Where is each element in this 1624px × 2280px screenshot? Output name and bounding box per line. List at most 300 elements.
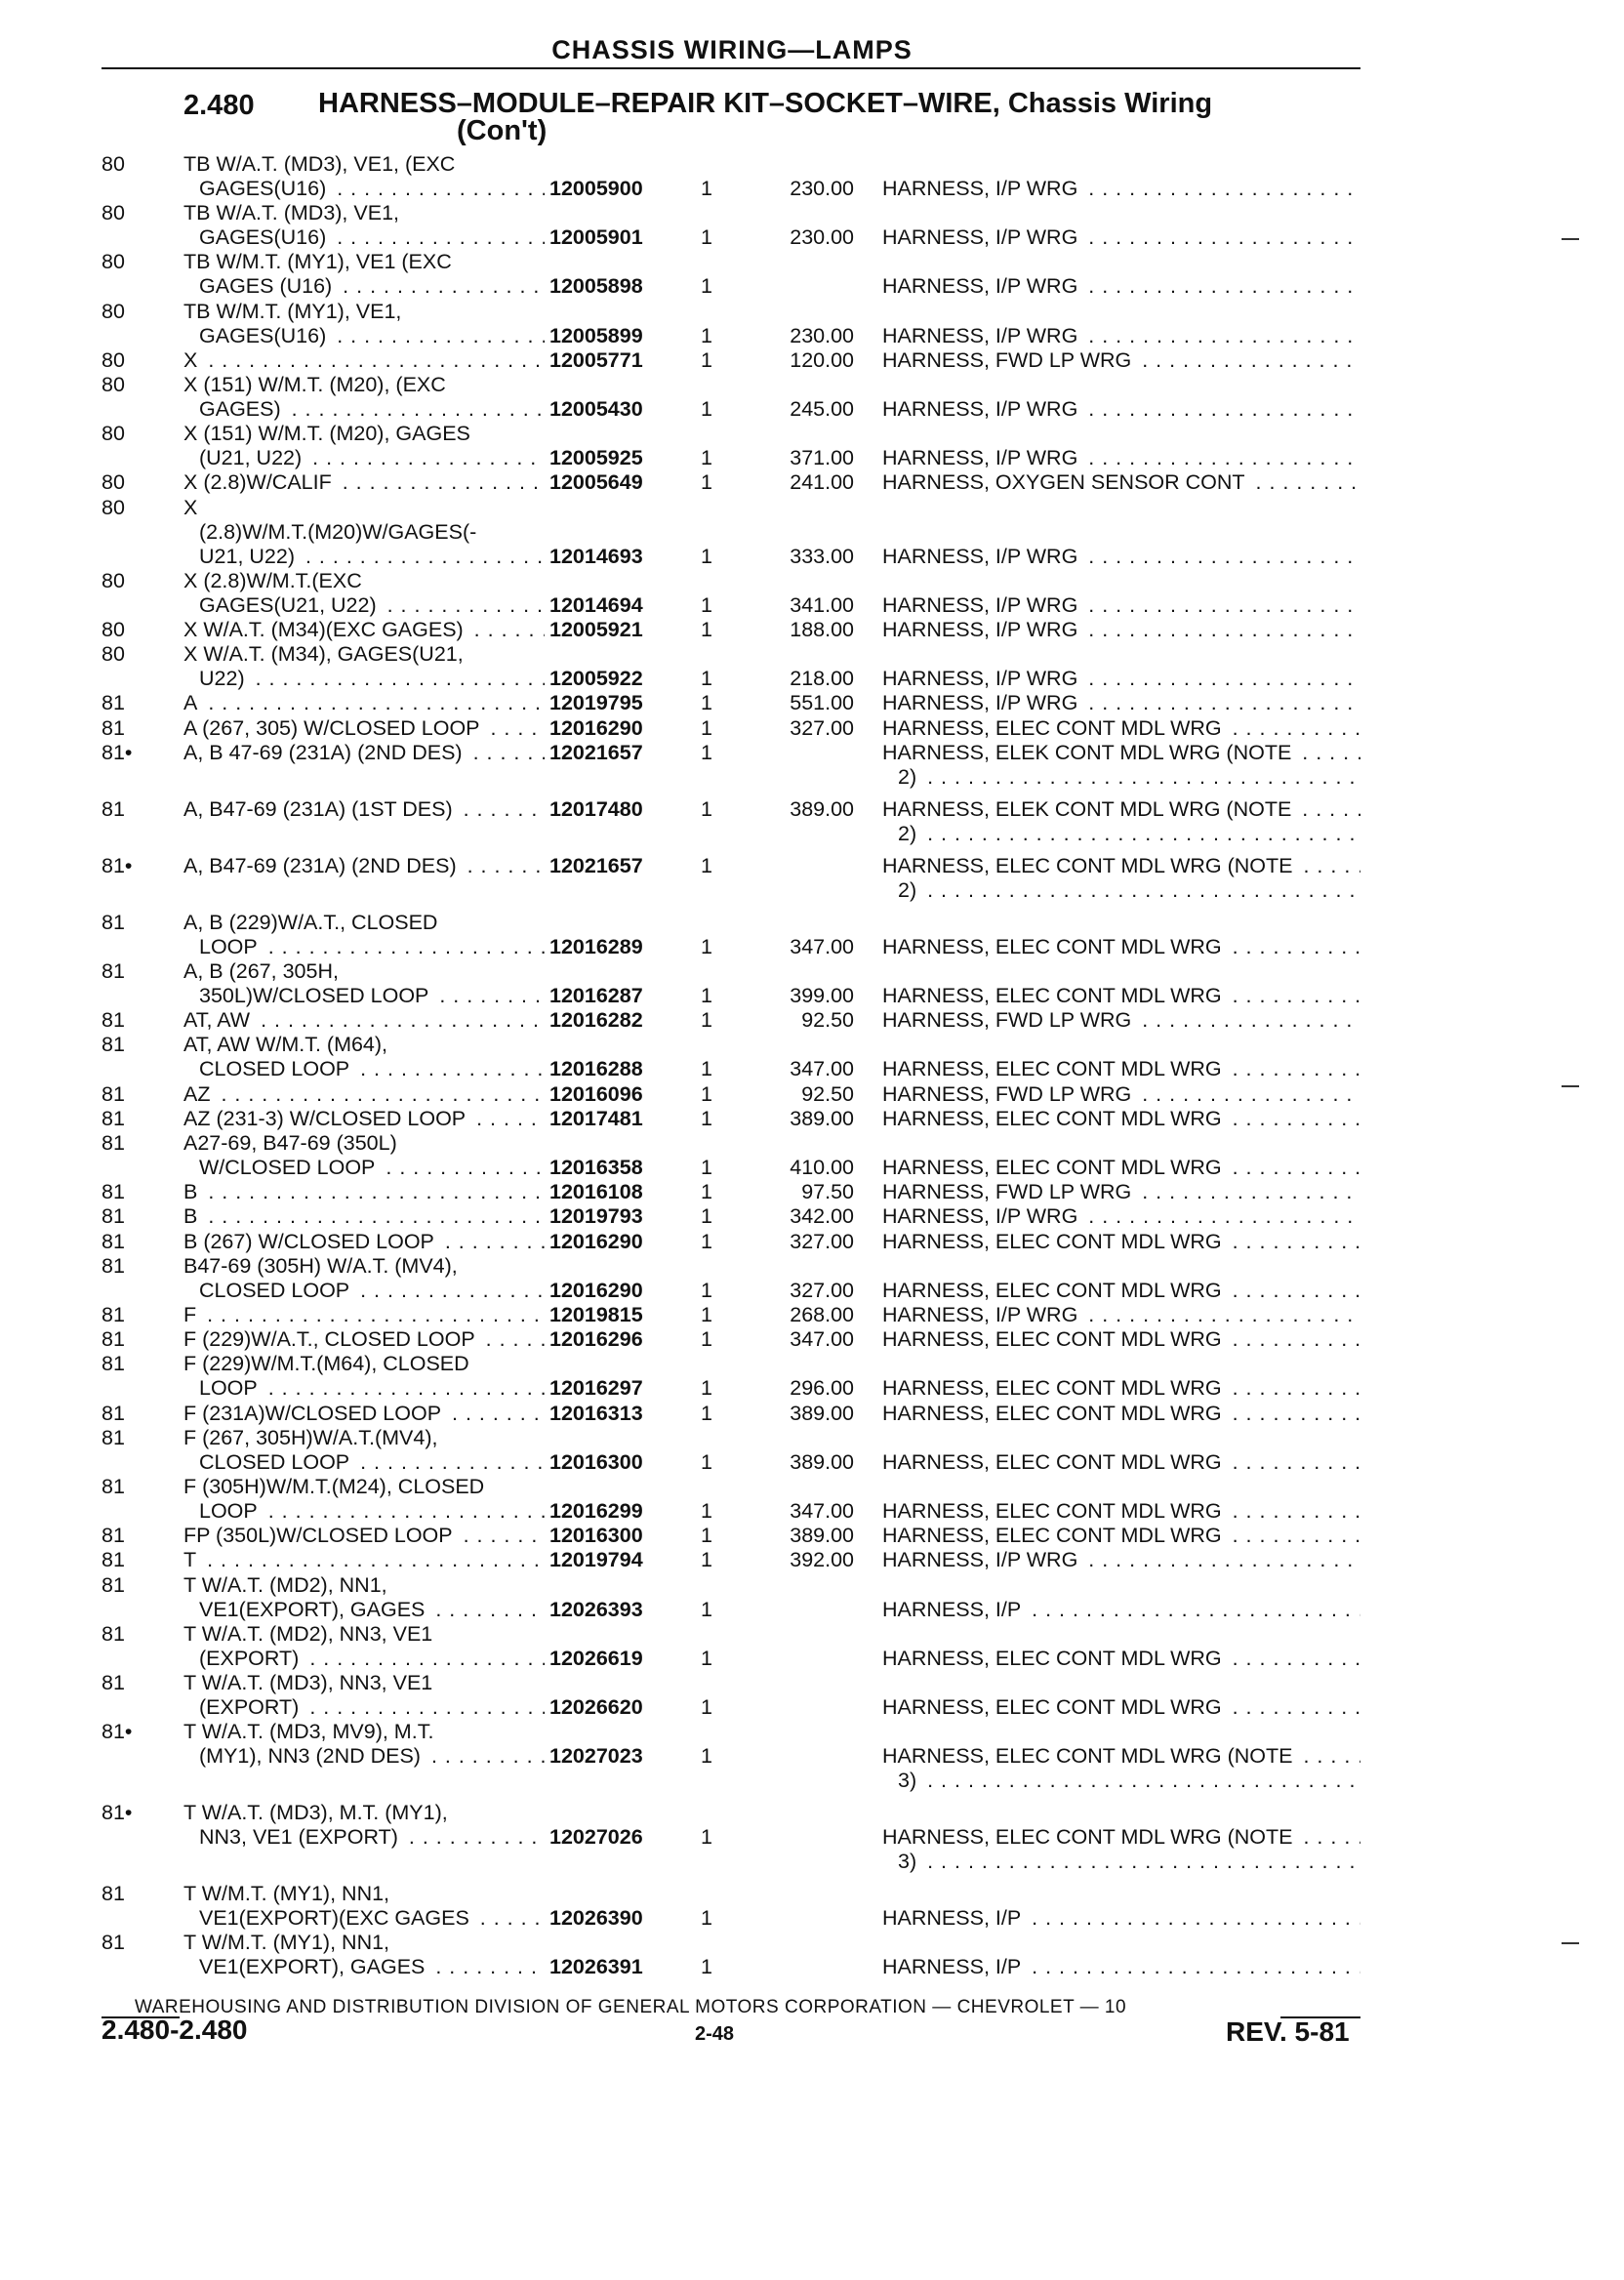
part-name-text: 2) (898, 821, 917, 845)
model-description-line (183, 1131, 545, 1156)
group-code: 81 (102, 796, 125, 821)
price: 245.00 (790, 397, 854, 421)
price: 268.00 (790, 1303, 854, 1326)
part-name-text: HARNESS, I/P WRG (882, 446, 1078, 470)
model-description-line (183, 1744, 545, 1769)
part-name-text: HARNESS, I/P WRG (882, 274, 1078, 299)
model-description-line (183, 911, 545, 935)
quantity: 1 (701, 1744, 712, 1769)
model-description-line (183, 1057, 545, 1081)
model-description-line (183, 1376, 545, 1401)
part-name-text: HARNESS, ELEC CONT MDL WRG (882, 984, 1222, 1007)
part-name-line (882, 274, 1360, 299)
part-name-text: HARNESS, ELEC CONT MDL WRG (NOTE (882, 1825, 1293, 1850)
part-number: 12005921 (549, 618, 643, 641)
model-description-text: A, B47-69 (231A) (1ST DES) (183, 797, 457, 821)
price: 230.00 (790, 177, 854, 200)
model-description (183, 373, 545, 422)
model-description-text: (MY1), NN3 (2ND DES) (199, 1744, 425, 1768)
quantity: 1 (701, 1229, 712, 1253)
model-description-line (183, 1801, 545, 1825)
model-description-text: TB W/A.T. (MD3), VE1, (EXC (183, 152, 459, 176)
part-name-line (882, 446, 1360, 470)
model-description-line (183, 496, 545, 520)
group-code: 81 (102, 1401, 125, 1425)
quantity: 1 (701, 1008, 712, 1033)
part-name-text: HARNESS, FWD LP WRG (882, 1008, 1132, 1033)
model-description-line (183, 569, 545, 593)
quantity: 1 (701, 397, 712, 421)
model-description-line (183, 642, 545, 667)
model-description-line (183, 324, 545, 348)
model-description (183, 1033, 545, 1081)
model-description-text: LOOP (199, 935, 262, 958)
model-description-line (183, 446, 545, 470)
part-number: 12016289 (549, 934, 643, 958)
part-name (882, 1744, 1360, 1793)
group-code: 80 (102, 495, 125, 519)
part-name-text: HARNESS, I/P WRG (882, 691, 1078, 715)
part-number: 12016300 (549, 1449, 643, 1474)
part-name-text: HARNESS, ELEC CONT MDL WRG (882, 934, 1222, 958)
group-code: 81 (102, 1106, 125, 1130)
group-code: 80 (102, 347, 125, 372)
model-description-line (183, 1598, 545, 1622)
quantity: 1 (701, 1180, 712, 1204)
part-name-text: HARNESS, FWD LP WRG (882, 1180, 1132, 1204)
model-description-text: U21, U22) (199, 545, 299, 568)
part-number: 12005901 (549, 225, 643, 250)
quantity: 1 (701, 1401, 712, 1425)
model-description-text: A (267, 305) W/CLOSED LOOP (183, 716, 484, 740)
part-name-text: HARNESS, I/P WRG (882, 177, 1078, 200)
quantity: 1 (701, 544, 712, 568)
part-number: 12014694 (549, 592, 643, 617)
model-description-line (183, 1695, 545, 1720)
quantity: 1 (701, 618, 712, 641)
price: 327.00 (790, 1278, 854, 1302)
model-description-text: CLOSED LOOP (199, 1057, 353, 1080)
model-description-line (183, 593, 545, 618)
quantity: 1 (701, 1825, 712, 1850)
quantity: 1 (701, 274, 712, 299)
part-name (882, 593, 1360, 618)
part-name (882, 1180, 1360, 1204)
part-name-line (882, 667, 1360, 691)
price: 389.00 (790, 1401, 854, 1425)
group-code: 81• (102, 1720, 133, 1744)
model-description (183, 201, 545, 250)
model-description-line (183, 1825, 545, 1850)
group-code: 81 (102, 1131, 125, 1155)
model-description-line (183, 959, 545, 984)
part-name (882, 1906, 1360, 1931)
model-description-line (183, 1279, 545, 1303)
section-number: 2.480 (183, 90, 255, 121)
model-description (183, 152, 545, 201)
model-description-line (183, 1107, 545, 1131)
model-description (183, 250, 545, 299)
group-code: 81 (102, 1204, 125, 1229)
model-description-line (183, 1573, 545, 1598)
section-title-text: HARNESS–MODULE–REPAIR KIT–SOCKET–WIRE, Chassis Wiring (318, 88, 1213, 119)
part-number: 12016287 (549, 984, 643, 1007)
group-code: 81 (102, 1548, 125, 1572)
model-description-text: AZ (183, 1082, 214, 1106)
model-description-line (183, 1402, 545, 1426)
part-name-text: HARNESS, ELEC CONT MDL WRG (882, 1327, 1222, 1352)
price: 92.50 (801, 1081, 854, 1106)
part-name (882, 1057, 1360, 1081)
part-number: 12016282 (549, 1008, 643, 1033)
part-name-line (882, 854, 1360, 878)
model-description-line (183, 1622, 545, 1647)
model-description (183, 1082, 545, 1107)
part-number: 12021657 (549, 740, 643, 764)
part-name-line (882, 1180, 1360, 1204)
part-name-text: HARNESS, ELEK CONT MDL WRG (NOTE (882, 740, 1292, 764)
model-description-text: T W/M.T. (MY1), NN1, (183, 1931, 393, 1954)
part-number: 12005900 (549, 177, 643, 200)
group-code: 81 (102, 691, 125, 715)
part-name-text: HARNESS, FWD LP WRG (882, 1081, 1132, 1106)
part-number: 12027023 (549, 1744, 643, 1769)
model-description-text: CLOSED LOOP (199, 1279, 353, 1302)
group-code: 81 (102, 1180, 125, 1204)
model-description-line (183, 1647, 545, 1671)
model-description-line (183, 250, 545, 274)
part-name-text: HARNESS, I/P WRG (882, 397, 1078, 421)
group-code: 81 (102, 1327, 125, 1352)
margin-tick (1562, 1942, 1579, 1944)
model-description (183, 1131, 545, 1180)
group-code: 81 (102, 1008, 125, 1033)
model-description-text: A, B47-69 (231A) (2ND DES) (183, 854, 461, 877)
model-description-text: T W/A.T. (MD3, MV9), M.T. (183, 1720, 437, 1743)
part-name (882, 667, 1360, 691)
model-description-text: VE1(EXPORT), GAGES (199, 1598, 428, 1621)
quantity: 1 (701, 1955, 712, 1979)
part-name (882, 1955, 1360, 1979)
quantity: 1 (701, 1106, 712, 1130)
part-name-text: 2) (898, 764, 917, 789)
model-description-text: LOOP (199, 1376, 262, 1400)
model-description (183, 1573, 545, 1622)
model-description-line (183, 1931, 545, 1955)
price: 333.00 (790, 544, 854, 568)
model-description (183, 1931, 545, 1979)
model-description-line (183, 300, 545, 324)
part-name-line (882, 1825, 1360, 1850)
model-description-text: B (183, 1180, 201, 1203)
model-description (183, 1352, 545, 1401)
model-description-text: (EXPORT) (199, 1647, 303, 1670)
part-number: 12016290 (549, 1278, 643, 1302)
part-name (882, 797, 1360, 846)
model-description-text: T W/A.T. (MD2), NN3, VE1 (183, 1622, 436, 1646)
price: 399.00 (790, 984, 854, 1007)
part-name (882, 1230, 1360, 1254)
part-name-text: HARNESS, ELEK CONT MDL WRG (NOTE (882, 796, 1292, 821)
part-name-text: HARNESS, I/P (882, 1597, 1022, 1621)
part-number: 12005899 (549, 323, 643, 347)
model-description-text: GAGES(U16) (199, 177, 330, 200)
model-description (183, 1524, 545, 1548)
model-description-text: T W/A.T. (MD3), NN3, VE1 (183, 1671, 436, 1694)
model-description-text: GAGES (U16) (199, 274, 336, 298)
model-description (183, 1548, 545, 1572)
group-code: 81 (102, 1303, 125, 1326)
model-description-line (183, 854, 545, 878)
model-description-line (183, 716, 545, 741)
model-description (183, 1882, 545, 1931)
price: 347.00 (790, 1327, 854, 1352)
model-description-text: W/CLOSED LOOP (199, 1156, 379, 1179)
model-description-line (183, 1352, 545, 1376)
model-description-line (183, 691, 545, 715)
model-description-text: A, B (267, 305H, (183, 959, 343, 983)
part-number: 12005925 (549, 446, 643, 470)
part-name-line (882, 593, 1360, 618)
price: 296.00 (790, 1376, 854, 1401)
model-description-line (183, 225, 545, 250)
group-code: 81 (102, 1621, 125, 1646)
model-description-text: VE1(EXPORT)(EXC GAGES (199, 1906, 473, 1930)
model-description-text: (U21, U22) (199, 446, 305, 469)
part-name-line (882, 1082, 1360, 1107)
part-number: 12016290 (549, 715, 643, 740)
model-description (183, 470, 545, 495)
model-description-text: VE1(EXPORT), GAGES (199, 1955, 428, 1978)
model-description-line (183, 1882, 545, 1906)
model-description (183, 1327, 545, 1352)
quantity: 1 (701, 592, 712, 617)
model-description-text: U22) (199, 667, 249, 690)
part-name-line (882, 1303, 1360, 1327)
group-code: 80 (102, 470, 125, 495)
part-name-line (882, 1230, 1360, 1254)
group-code: 81 (102, 910, 125, 934)
model-description-text: T (183, 1548, 200, 1571)
model-description-line (183, 1475, 545, 1499)
model-description-text: F (229)W/M.T.(M64), CLOSED (183, 1352, 473, 1375)
part-name-line (882, 935, 1360, 959)
group-code: 81 (102, 1253, 125, 1278)
model-description-text: TB W/A.T. (MD3), VE1, (183, 201, 403, 224)
model-description-text: A (183, 691, 201, 714)
quantity: 1 (701, 1156, 712, 1179)
part-name-text: HARNESS, ELEC CONT MDL WRG (882, 1646, 1222, 1670)
model-description-line (183, 1082, 545, 1107)
model-description (183, 348, 545, 373)
part-number: 12014693 (549, 544, 643, 568)
group-code: 80 (102, 299, 125, 323)
part-number: 12019793 (549, 1204, 643, 1229)
price: 327.00 (790, 715, 854, 740)
model-description-text: T W/M.T. (MY1), NN1, (183, 1882, 393, 1905)
part-name (882, 1303, 1360, 1327)
part-number: 12016288 (549, 1057, 643, 1081)
part-name-text: HARNESS, ELEC CONT MDL WRG (882, 1499, 1222, 1523)
part-name (882, 324, 1360, 348)
part-name-text: HARNESS, ELEC CONT MDL WRG (882, 715, 1222, 740)
model-description-line (183, 935, 545, 959)
group-code: 81 (102, 1425, 125, 1449)
model-description-text: A27-69, B47-69 (350L) (183, 1131, 401, 1155)
price: 97.50 (801, 1180, 854, 1204)
model-description (183, 797, 545, 822)
part-name-line (882, 397, 1360, 422)
part-name-text: HARNESS, FWD LP WRG (882, 347, 1132, 372)
model-description-line (183, 984, 545, 1008)
footer-division-text: WAREHOUSING AND DISTRIBUTION DIVISION OF GENERAL MOTORS CORPORATION — CHEVROLET — 10 (135, 1997, 1127, 2017)
quantity: 1 (701, 1303, 712, 1326)
part-name-text: HARNESS, I/P WRG (882, 323, 1078, 347)
model-description-line (183, 1720, 545, 1744)
quantity: 1 (701, 1597, 712, 1621)
part-number: 12017480 (549, 796, 643, 821)
model-description-line (183, 1906, 545, 1931)
model-description-text: GAGES(U21, U22) (199, 593, 381, 617)
part-name (882, 1524, 1360, 1548)
part-name-text: HARNESS, I/P WRG (882, 1303, 1078, 1326)
quantity: 1 (701, 740, 712, 764)
model-description-text: GAGES(U16) (199, 324, 330, 347)
part-name-line (882, 1906, 1360, 1931)
part-name (882, 691, 1360, 715)
part-name-line (882, 691, 1360, 715)
part-name (882, 1695, 1360, 1720)
model-description-line (183, 1156, 545, 1180)
model-description-line (183, 618, 545, 642)
group-code: 81 (102, 1572, 125, 1597)
part-name (882, 1825, 1360, 1874)
part-name-line (882, 716, 1360, 741)
model-description-line (183, 797, 545, 822)
group-code: 81 (102, 1882, 125, 1906)
model-description-line (183, 545, 545, 569)
part-name-text: HARNESS, I/P WRG (882, 667, 1078, 691)
quantity: 1 (701, 667, 712, 691)
model-description (183, 1402, 545, 1426)
model-description-text: GAGES) (199, 397, 285, 421)
model-description (183, 691, 545, 715)
part-name-line (882, 1499, 1360, 1524)
part-name-line (882, 324, 1360, 348)
part-number: 12019795 (549, 691, 643, 715)
part-name (882, 225, 1360, 250)
part-name-text: HARNESS, I/P WRG (882, 1548, 1078, 1572)
model-description-line (183, 274, 545, 299)
price: 218.00 (790, 667, 854, 691)
part-number: 12016300 (549, 1524, 643, 1548)
model-description-text: LOOP (199, 1499, 262, 1523)
group-code: 81 (102, 1671, 125, 1694)
part-name-line (882, 797, 1360, 822)
group-code: 81 (102, 1475, 125, 1498)
part-name-text: HARNESS, I/P WRG (882, 225, 1078, 250)
model-description (183, 1180, 545, 1204)
model-description-text: NN3, VE1 (EXPORT) (199, 1825, 402, 1849)
price: 188.00 (790, 618, 854, 641)
model-description (183, 642, 545, 691)
part-name-line (882, 225, 1360, 250)
part-name-line (882, 741, 1360, 765)
part-name-text: HARNESS, ELEC CONT MDL WRG (NOTE (882, 853, 1293, 877)
part-name-line (882, 1955, 1360, 1979)
quantity: 1 (701, 984, 712, 1007)
price: 327.00 (790, 1229, 854, 1253)
part-name-text: 3) (898, 1850, 917, 1874)
price: 347.00 (790, 1057, 854, 1081)
price: 241.00 (790, 470, 854, 495)
model-description (183, 1008, 545, 1033)
model-description-line (183, 1033, 545, 1057)
model-description-text: X W/A.T. (M34)(EXC GAGES) (183, 618, 467, 641)
model-description-text: B (183, 1204, 201, 1228)
part-name-text: HARNESS, ELEC CONT MDL WRG (882, 1449, 1222, 1474)
model-description (183, 1622, 545, 1671)
part-number: 12005649 (549, 470, 643, 495)
model-description-text: A, B (229)W/A.T., CLOSED (183, 911, 441, 934)
model-description-line (183, 422, 545, 446)
model-description-text: AZ (231-3) W/CLOSED LOOP (183, 1107, 469, 1130)
part-number: 12016290 (549, 1229, 643, 1253)
model-description-text: TB W/M.T. (MY1), VE1, (183, 300, 405, 323)
part-name-line (882, 1402, 1360, 1426)
model-description-line (183, 1548, 545, 1572)
part-name (882, 1376, 1360, 1401)
group-code: 81 (102, 959, 125, 983)
part-name-line (882, 618, 1360, 642)
part-name-text: HARNESS, ELEC CONT MDL WRG (882, 1156, 1222, 1179)
model-description-line (183, 201, 545, 225)
part-name-line (882, 1744, 1360, 1769)
part-name (882, 1107, 1360, 1131)
part-name-line (882, 878, 1360, 903)
part-name (882, 741, 1360, 790)
price: 230.00 (790, 225, 854, 250)
part-name-text: HARNESS, ELEC CONT MDL WRG (882, 1278, 1222, 1302)
part-name-line (882, 545, 1360, 569)
part-name (882, 470, 1360, 495)
part-name-line (882, 1850, 1360, 1874)
price: 92.50 (801, 1008, 854, 1033)
model-description (183, 959, 545, 1008)
part-name (882, 1548, 1360, 1572)
quantity: 1 (701, 715, 712, 740)
price: 120.00 (790, 347, 854, 372)
model-description (183, 300, 545, 348)
part-name (882, 1598, 1360, 1622)
group-code: 80 (102, 152, 125, 176)
model-description-line (183, 373, 545, 397)
part-name (882, 446, 1360, 470)
part-name-line (882, 1524, 1360, 1548)
part-number: 12026391 (549, 1955, 643, 1979)
part-name-text: HARNESS, I/P WRG (882, 1204, 1078, 1229)
part-name-line (882, 1450, 1360, 1475)
quantity: 1 (701, 225, 712, 250)
model-description (183, 1204, 545, 1229)
model-description-line (183, 177, 545, 201)
price: 341.00 (790, 592, 854, 617)
part-name-line (882, 1327, 1360, 1352)
group-code: 81• (102, 853, 133, 877)
part-name (882, 1156, 1360, 1180)
part-number: 12019794 (549, 1548, 643, 1572)
model-description (183, 854, 545, 878)
